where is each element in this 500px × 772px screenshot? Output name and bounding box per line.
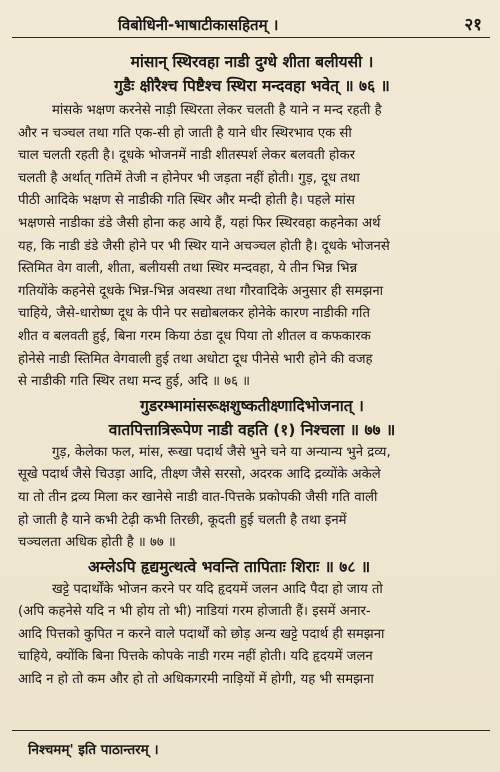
commentary-77	[18, 442, 486, 555]
verse-76	[18, 50, 486, 98]
verse-line: गुडैः क्षीरैश्च पिष्टैश्च स्थिरा मन्दवहा भवेत् ॥ ७६ ॥	[114, 77, 390, 95]
text-line: हो जाती है याने कभी टेढ़ी कभी तिरछी, कूदती हुई चलती है तथा इनमें	[18, 512, 347, 528]
verse-line: मांसान् स्थिरवहा नाडी दुग्धे शीता बलीयसी ।	[130, 53, 374, 71]
footnote-rule	[12, 730, 490, 731]
text-line: स्तिमित वेग वाली, शीता, बलीयसी तथा स्थिर मन्दवहा, ये तीन भिन्न भिन्न	[18, 261, 358, 277]
text-line: खट्टे पदार्थोंके भोजन करने पर यदि हृदयमें जलन आदि पैदा हो जाय तो	[52, 581, 383, 597]
text-line: यह, कि नाडी डंडे जैसी होने पर भी स्थिर याने अचञ्चल होती है। दूधके भोजनसे	[18, 238, 390, 254]
verse-line: वातपित्तात्रिरूपेण नाडी वहति (१) निश्चला ॥ ७७ ॥	[108, 420, 396, 439]
text-line: गुड़, केलेका फल, मांस, रूखा पदार्थ जैसे भुने चने या अन्यान्य भुने द्रव्य,	[52, 444, 391, 460]
text-line: सूखे पदार्थ जैसे चिउड़ा आदि, तीक्ष्ण जैसे सरसो, अदरक आदि द्रव्योंके अकेले	[18, 467, 381, 483]
text-line: गतियोंके कहनेसे दूधके भिन्न-भिन्न अवस्था तथा गौरवादिके अनुसार ही समझना	[18, 283, 384, 299]
text-line: चञ्चलता अधिक होती है ॥ ७७ ॥	[18, 535, 176, 551]
text-line: चाहिये, क्योंकि बिना पित्तके कोपके नाडी गरम नहीं होती। यदि हृदयमें जलन	[18, 649, 373, 665]
commentary-78	[18, 579, 486, 692]
text-line: आदि न हो तो कम और हो तो अधिकगरमी नाड़ियों में होगी, यह भी समझना	[18, 672, 374, 688]
text-line: से नाडीकी गति स्थिर तथा मन्द हुई, अदि ॥ ७६ ॥	[18, 374, 251, 390]
text-line: या तो तीन द्रव्य मिला कर खानेसे नाडी वात-पित्तके प्रकोपकी जैसी गति वाली	[18, 489, 378, 505]
verse-77	[18, 394, 486, 442]
commentary-76	[18, 100, 486, 394]
page-number: २१	[464, 15, 482, 35]
text-line: चाहिये, जैसे-धारोष्ण दूध के पीने पर सद्योबलकर होनेके कारण नाडीकी गति	[18, 306, 370, 322]
text-line: पीठी आदिके भक्षण से नाडीकी गति स्थिर और मन्दी होती है। पहले मांस	[18, 193, 355, 209]
running-title: विबोधिनी-भाषाटीकासहितम् ।	[118, 16, 279, 34]
text-line: आदि पित्तको कुपित न करने वाले पदार्थों को छोड़ अन्य खट्टे पदार्थ ही समझना	[18, 626, 385, 642]
footnote: निश्चमम्' इति पाठान्तरम् ।	[28, 742, 159, 758]
text-line: चाल चलती रहती है। दूधके भोजनमें नाडी शीतस्पर्श लेकर बलवती होकर	[18, 148, 355, 164]
text-line: शीत व बलवती हुई, बिना गरम किया ठंडा दूध पिया तो शीतल व कफकारक	[18, 328, 371, 344]
text-line: होनेसे नाडी स्तिमित वेगवाली हुई तथा अधोटा दूध पीनेसे भारी होने की वजह	[18, 351, 373, 367]
text-line: और न चञ्चल तथा गति एक-सी हो जाती है याने धीर स्थिरभाव एक सी	[18, 125, 352, 141]
text-line: भक्षणसे नाडीका डंडे जैसी होना कह आये हैं, यहां फिर स्थिरवहा कहनेका अर्थ	[18, 215, 381, 231]
text-line: (अपि कहनेसे यदि न भी होय तो भी) नाडियां गरम होजाती हैं। इसमें अनार-	[18, 604, 371, 620]
verse-line: गुडरम्भामांसरूक्षशुष्कतीक्ष्णादिभोजनात् ।	[140, 396, 364, 415]
text-line: मांसके भक्षण करनेसे नाड़ी स्थिरता लेकर चलती है याने न मन्द रहती है	[52, 103, 382, 118]
header-rule	[12, 37, 490, 38]
text-line: चलती है अर्थात् गतिमें तेजी न होनेपर भी जड़ता नहीं होती। गुड़, दूध तथा	[18, 170, 360, 186]
page-header	[18, 12, 486, 38]
verse-78: अम्लेऽपि हृद्यमुत्थत्वे भवन्ति तापिताः शिराः ॥ ७८ ॥	[88, 557, 371, 576]
